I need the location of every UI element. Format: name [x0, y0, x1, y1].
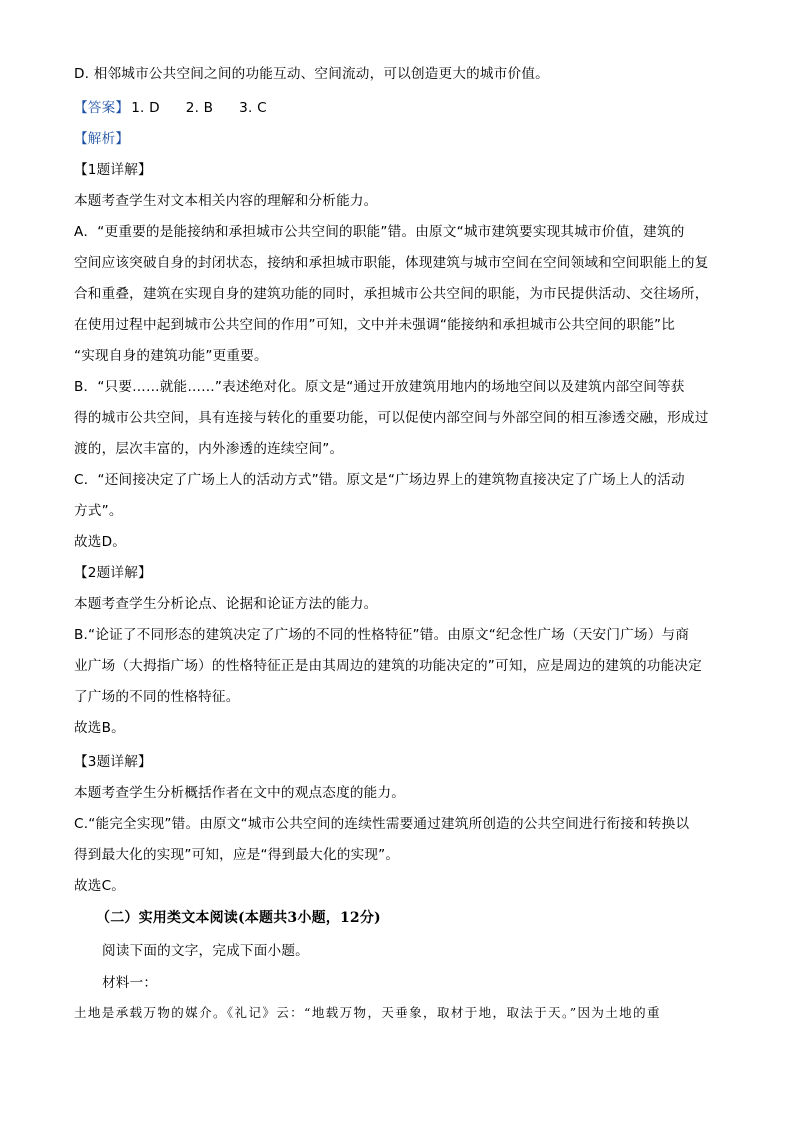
instruction-text: 阅读下面的文字，完成下面小题。: [102, 943, 309, 959]
q3-c-line-2: 得到最大化的实现”可知，应是“得到最大化的实现”。: [74, 847, 400, 863]
q1-a-line-5: “实现自身的建筑功能”更重要。: [74, 348, 268, 364]
q1-b-line-1: B．“只要……就能……”表述绝对化。原文是“通过开放建筑用地内的场地空间以及建筑内部空间等获: [74, 379, 685, 395]
answer-label: 【答案】: [74, 100, 130, 116]
section-title: （二）实用类文本阅读(本题共3小题，12分): [96, 910, 381, 926]
material-label: 材料一：: [102, 975, 158, 991]
material-paragraph: 土地是承载万物的媒介。《礼记》云：“地载万物，天垂象，取材于地，取法于天。”因为土地的重: [74, 1005, 661, 1020]
q2-conclusion: 故选B。: [74, 720, 125, 736]
answer-3: 3. C: [239, 100, 267, 116]
analysis-label: 【解析】: [74, 131, 130, 147]
q1-c-line-2: 方式”。: [74, 503, 123, 519]
q2-b-line-3: 了广场的不同的性格特征。: [74, 689, 240, 705]
q1-a-line-1: A．“更重要的是能接纳和承担城市公共空间的职能”错。由原文“城市建筑要实现其城市价值，建筑的: [74, 224, 685, 240]
q2-b-line-2: 业广场（大拇指广场）的性格特征正是由其周边的建筑的功能决定的”可知，应是周边的建筑的功能决定: [74, 658, 702, 674]
answer-line: [74, 98, 267, 118]
q1-b-line-2: 得的城市公共空间，具有连接与转化的重要功能，可以促使内部空间与外部空间的相互渗透交融，形成过: [74, 410, 709, 426]
q3-c-line-1: C.“能完全实现”错。由原文“城市公共空间的连续性需要通过建筑所创造的公共空间进行衔接和转换以: [74, 816, 690, 832]
q1-a-line-3: 合和重叠，建筑在实现自身的建筑功能的同时，承担城市公共空间的职能，为市民提供活动、交往场所，: [74, 286, 709, 302]
q1-conclusion: 故选D。: [74, 534, 127, 550]
q3-intro: 本题考查学生分析概括作者在文中的观点态度的能力。: [74, 785, 406, 801]
q2-b-line-1: B.“论证了不同形态的建筑决定了广场的不同的性格特征”错。由原文“纪念性广场（天安门广场）与商: [74, 627, 690, 643]
q2-intro: 本题考查学生分析论点、论据和论证方法的能力。: [74, 596, 378, 612]
q1-intro: 本题考查学生对文本相关内容的理解和分析能力。: [74, 193, 378, 209]
q1-b-line-3: 渡的，层次丰富的，内外渗透的连续空间”。: [74, 441, 344, 457]
q1-a-line-2: 空间应该突破自身的封闭状态，接纳和承担城市职能，体现建筑与城市空间在空间领域和空间职能上的复: [74, 255, 709, 271]
answer-2: 2. B: [185, 100, 214, 116]
detail-header-2: 【2题详解】: [74, 565, 152, 581]
q3-conclusion: 故选C。: [74, 878, 126, 894]
answer-1: 1. D: [131, 100, 160, 116]
q1-a-line-4: 在使用过程中起到城市公共空间的作用”可知，文中并未强调“能接纳和承担城市公共空间的职能”比: [74, 317, 676, 333]
detail-header-1: 【1题详解】: [74, 162, 152, 178]
option-d-text: D. 相邻城市公共空间之间的功能互动、空间流动，可以创造更大的城市价值。: [74, 66, 549, 82]
q1-c-line-1: C．“还间接决定了广场上人的活动方式”错。原文是“广场边界上的建筑物直接决定了广场上人的活动: [74, 472, 685, 488]
detail-header-3: 【3题详解】: [74, 754, 152, 770]
